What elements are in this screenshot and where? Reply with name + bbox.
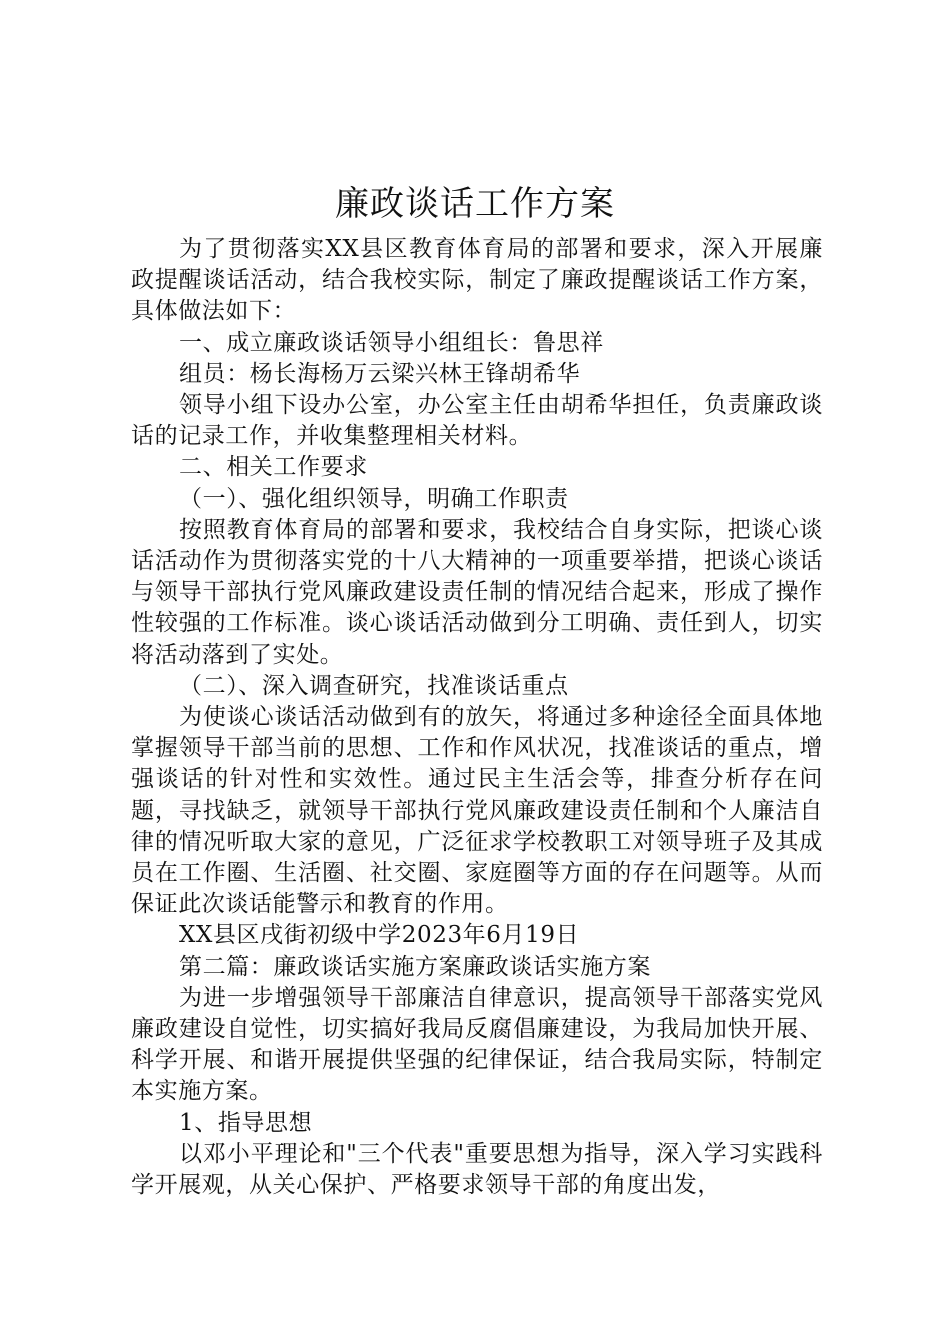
section-heading-requirements: 二、相关工作要求	[179, 454, 368, 481]
document-body	[131, 234, 823, 1201]
subheading-organization: （一）、强化组织领导，明确工作职责	[179, 485, 569, 512]
document-title: 廉政谈话工作方案	[335, 184, 615, 224]
signature-date-line: XX县区戌街初级中学2023年6月19日	[179, 922, 580, 949]
section-heading-leadership-group: 一、成立廉政谈话领导小组组长：鲁思祥	[179, 329, 604, 356]
subheading-research: （二）、深入调查研究，找准谈话重点	[179, 672, 569, 699]
second-article-heading: 第二篇：廉政谈话实施方案廉政谈话实施方案	[179, 953, 651, 980]
office-paragraph: 领导小组下设办公室，办公室主任由胡希华担任，负责廉政谈话的记录工作，并收集整理相关材料。	[131, 392, 823, 450]
intro-paragraph: 为了贯彻落实XX县区教育体育局的部署和要求，深入开展廉政提醒谈话活动，结合我校实际，制定了廉政提醒谈话工作方案，具体做法如下：	[131, 236, 823, 325]
second-article-intro: 为进一步增强领导干部廉洁自律意识，提高领导干部落实党风廉政建设自觉性，切实搞好我局反腐倡廉建设，为我局加快开展、科学开展、和谐开展提供坚强的纪律保证，结合我局实际，特制定本实施方案。	[131, 984, 823, 1105]
organization-paragraph: 按照教育体育局的部署和要求，我校结合自身实际，把谈心谈话活动作为贯彻落实党的十八大精神的一项重要举措，把谈心谈话与领导干部执行党风廉政建设责任制的情况结合起来，形成了操作性较强的工作标准。谈心谈话活动做到分工明确、责任到人，切实将活动落到了实处。	[131, 516, 823, 668]
guiding-ideology-heading: 1、指导思想	[179, 1109, 313, 1136]
research-paragraph: 为使谈心谈话活动做到有的放矢，将通过多种途径全面具体地掌握领导干部当前的思想、工作和作风状况，找准谈话的重点，增强谈话的针对性和实效性。通过民主生活会等，排查分析存在问题，寻找缺乏，就领导干部执行党风廉政建设责任制和个人廉洁自律的情况听取大家的意见，广泛征求学校教职工对领导班子及其成员在工作圈、生活圈、社交圈、家庭圈等方面的存在问题等。从而保证此次谈话能警示和教育的作用。	[131, 704, 823, 918]
guiding-ideology-paragraph: 以邓小平理论和"三个代表"重要思想为指导，深入学习实践科学开展观，从关心保护、严格要求领导干部的角度出发，	[131, 1140, 823, 1199]
members-line: 组员：杨长海杨万云梁兴林王锋胡希华	[179, 360, 581, 387]
